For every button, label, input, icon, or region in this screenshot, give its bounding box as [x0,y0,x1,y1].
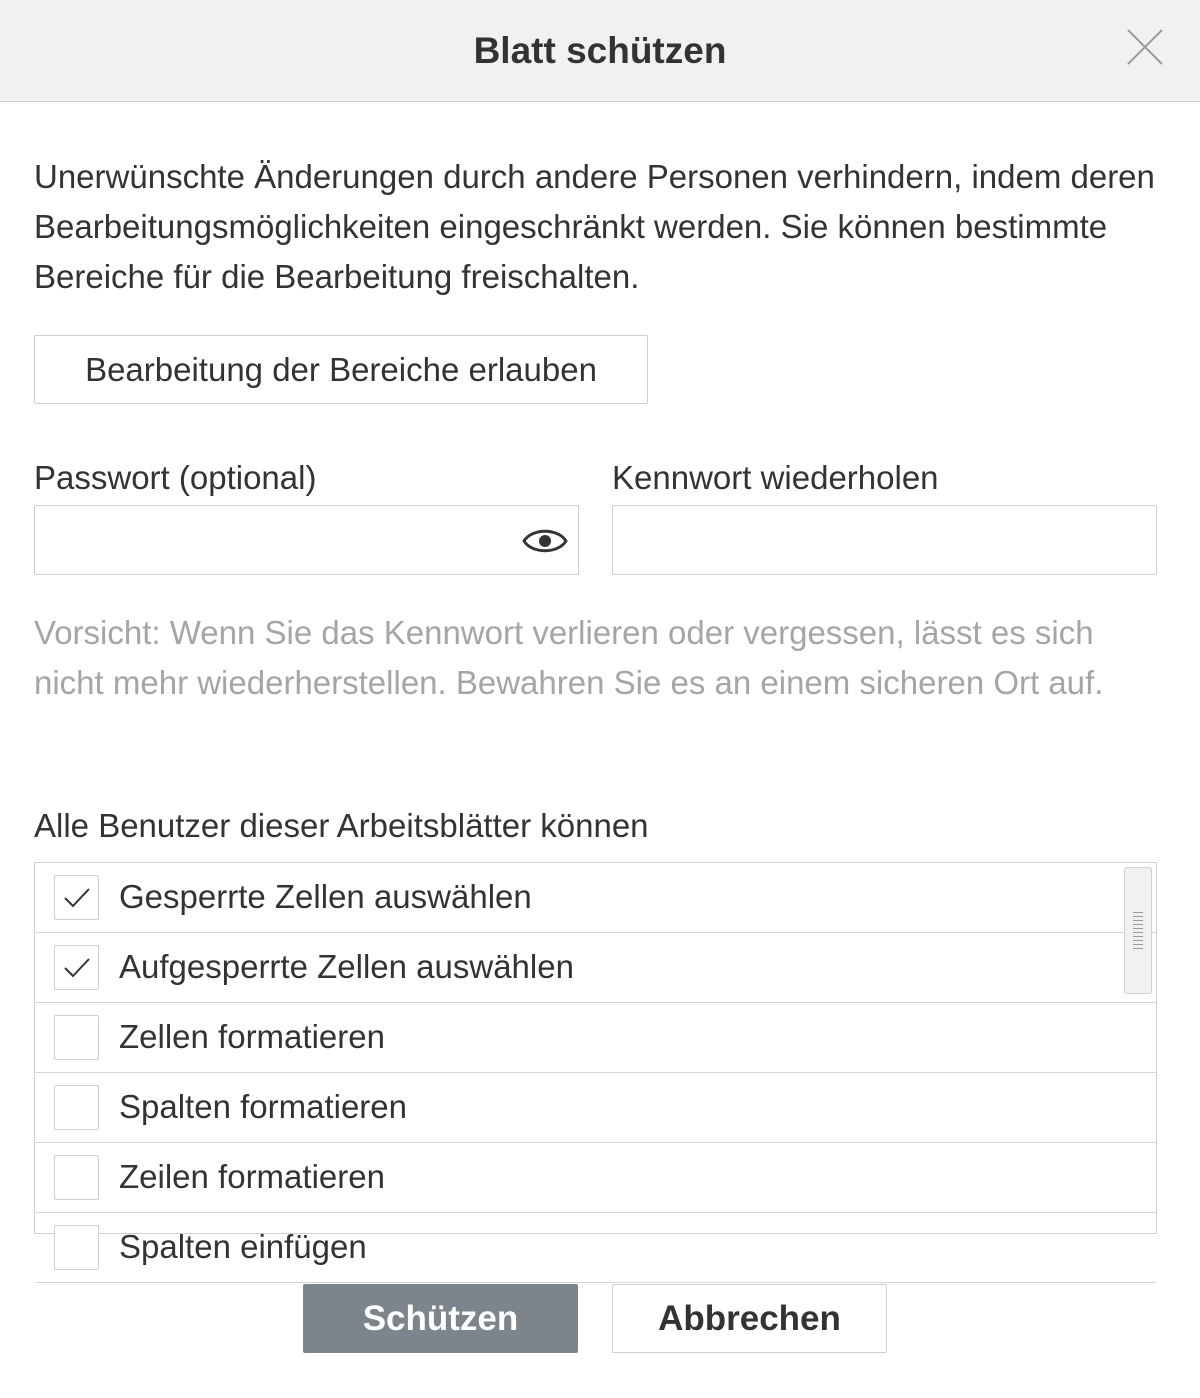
permission-item[interactable] [35,1213,1156,1283]
password-field-container [34,505,579,575]
permission-label: Zellen formatieren [119,1018,385,1055]
permissions-label: Alle Benutzer dieser Arbeitsblätter können [34,807,649,844]
dialog-header [0,0,1200,102]
permission-item[interactable] [35,863,1156,933]
checkbox-select-unlocked-cells[interactable] [54,945,99,990]
permission-item[interactable] [35,933,1156,1003]
eye-icon[interactable] [522,521,568,561]
repeat-password-input[interactable] [613,506,1156,574]
permission-item[interactable] [35,1143,1156,1213]
permission-label: Spalten einfügen [119,1228,367,1265]
permission-item[interactable] [35,1003,1156,1073]
permission-label: Zeilen formatieren [119,1158,385,1195]
checkbox-insert-columns[interactable] [54,1225,99,1270]
password-input[interactable] [35,506,578,574]
scrollbar-grip [1133,912,1143,952]
password-label: Passwort (optional) [34,459,317,496]
permission-label: Aufgesperrte Zellen auswählen [119,948,574,985]
checkbox-format-rows[interactable] [54,1155,99,1200]
checkbox-select-locked-cells[interactable] [54,875,99,920]
permissions-list [34,862,1157,1265]
dialog-title: Blatt schützen [473,30,727,71]
cancel-button[interactable]: Abbrechen [612,1284,887,1353]
allow-edit-ranges-button[interactable]: Bearbeitung der Bereiche erlauben [34,335,648,404]
close-icon[interactable] [1124,26,1166,68]
permission-label: Gesperrte Zellen auswählen [119,878,532,915]
checkbox-format-cells[interactable] [54,1015,99,1060]
permissions-scrollbar[interactable] [1124,867,1152,994]
dialog-description: Unerwünschte Änderungen durch andere Personen verhindern, indem deren Bearbeitungsmöglichkeiten eingeschränkt werden. Sie können bestimmte Bereiche für die Bearbeitung freischalten. [34,158,1155,295]
repeat-password-field-container [612,505,1157,575]
password-warning: Vorsicht: Wenn Sie das Kennwort verlieren oder vergessen, lässt es sich nicht mehr wiederherstellen. Bewahren Sie es an einem sicheren Ort auf. [34,614,1104,701]
repeat-password-label: Kennwort wiederholen [612,459,939,496]
protect-button[interactable]: Schützen [303,1284,578,1353]
permission-label: Spalten formatieren [119,1088,407,1125]
checkbox-format-columns[interactable] [54,1085,99,1130]
permission-item[interactable] [35,1073,1156,1143]
